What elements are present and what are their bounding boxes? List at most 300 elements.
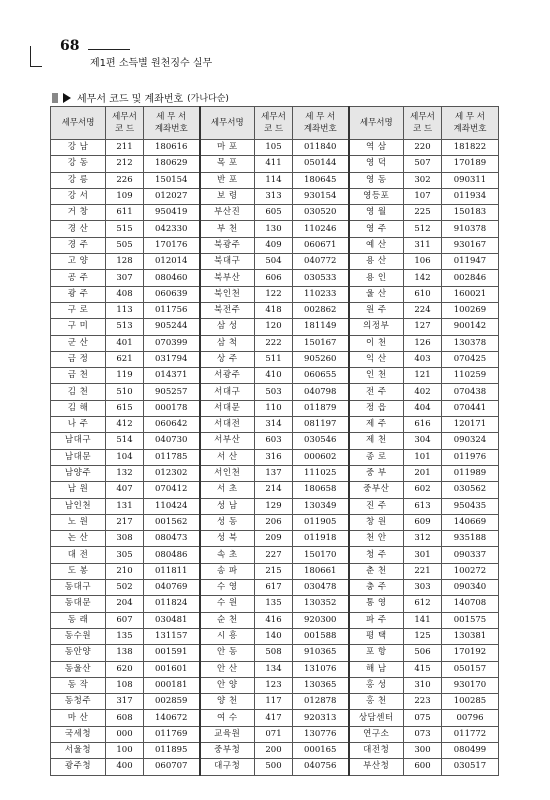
office-name-cell: 여 수 bbox=[200, 710, 255, 726]
account-number-cell: 000165 bbox=[293, 742, 349, 758]
office-code-cell: 502 bbox=[106, 580, 144, 596]
office-name-cell: 원 주 bbox=[349, 302, 404, 318]
office-code-cell: 305 bbox=[106, 547, 144, 563]
account-number-cell: 090340 bbox=[442, 580, 499, 596]
office-name-cell: 춘 천 bbox=[349, 563, 404, 579]
office-name-cell: 김 해 bbox=[51, 400, 106, 416]
office-code-cell: 316 bbox=[255, 449, 293, 465]
office-name-cell: 충 주 bbox=[349, 580, 404, 596]
office-code-cell: 123 bbox=[255, 677, 293, 693]
office-name-cell: 마 산 bbox=[51, 710, 106, 726]
office-code-cell: 214 bbox=[255, 482, 293, 498]
office-code-cell: 508 bbox=[255, 645, 293, 661]
office-code-cell: 140 bbox=[255, 628, 293, 644]
office-code-cell: 317 bbox=[106, 694, 144, 710]
office-name-cell: 해 남 bbox=[349, 661, 404, 677]
office-code-cell: 603 bbox=[255, 433, 293, 449]
office-code-cell: 412 bbox=[106, 417, 144, 433]
office-code-cell: 417 bbox=[255, 710, 293, 726]
account-number-cell: 050157 bbox=[442, 661, 499, 677]
office-name-cell: 강 릉 bbox=[51, 172, 106, 188]
account-number-cell: 170192 bbox=[442, 645, 499, 661]
account-number-cell: 050144 bbox=[293, 156, 349, 172]
account-number-cell: 011769 bbox=[144, 726, 200, 742]
account-number-cell: 060655 bbox=[293, 368, 349, 384]
account-number-cell: 011976 bbox=[442, 449, 499, 465]
office-code-cell: 106 bbox=[404, 254, 442, 270]
table-row bbox=[51, 384, 499, 400]
office-code-cell: 109 bbox=[106, 188, 144, 204]
table-body bbox=[51, 140, 499, 776]
office-name-cell: 북대구 bbox=[200, 254, 255, 270]
account-number-cell: 011934 bbox=[442, 188, 499, 204]
office-name-cell: 동대문 bbox=[51, 596, 106, 612]
account-number-cell: 011824 bbox=[144, 596, 200, 612]
office-code-cell: 223 bbox=[404, 694, 442, 710]
office-name-cell: 익 산 bbox=[349, 351, 404, 367]
office-name-cell: 성 남 bbox=[200, 498, 255, 514]
account-number-cell: 180629 bbox=[144, 156, 200, 172]
office-code-cell: 409 bbox=[255, 237, 293, 253]
office-name-cell: 안 양 bbox=[200, 677, 255, 693]
page-number: 68 bbox=[60, 38, 80, 54]
office-name-cell: 고 양 bbox=[51, 254, 106, 270]
office-code-cell: 209 bbox=[255, 531, 293, 547]
office-name-cell: 중부산 bbox=[349, 482, 404, 498]
column-header: 세무서명 bbox=[349, 107, 404, 140]
office-name-cell: 삼 척 bbox=[200, 335, 255, 351]
table-row bbox=[51, 514, 499, 530]
account-number-cell: 030517 bbox=[442, 759, 499, 775]
office-name-cell: 광 주 bbox=[51, 286, 106, 302]
account-number-cell: 910365 bbox=[293, 645, 349, 661]
account-number-cell: 042330 bbox=[144, 221, 200, 237]
office-code-cell: 410 bbox=[255, 368, 293, 384]
column-header: 세 무 서 계좌번호 bbox=[293, 107, 349, 140]
office-name-cell: 남인천 bbox=[51, 498, 106, 514]
office-code-cell: 613 bbox=[404, 498, 442, 514]
office-name-cell: 서대전 bbox=[200, 417, 255, 433]
office-code-cell: 606 bbox=[255, 270, 293, 286]
office-name-cell: 홍 성 bbox=[349, 677, 404, 693]
account-number-cell: 070399 bbox=[144, 335, 200, 351]
account-number-cell: 030562 bbox=[442, 482, 499, 498]
office-name-cell: 동수원 bbox=[51, 628, 106, 644]
account-number-cell: 080473 bbox=[144, 531, 200, 547]
office-name-cell: 북인천 bbox=[200, 286, 255, 302]
section-heading bbox=[52, 90, 229, 105]
account-number-cell: 040798 bbox=[293, 384, 349, 400]
account-number-cell: 150170 bbox=[293, 547, 349, 563]
office-name-cell: 강 서 bbox=[51, 188, 106, 204]
office-code-cell: 121 bbox=[404, 368, 442, 384]
office-name-cell: 상 주 bbox=[200, 351, 255, 367]
office-code-cell: 134 bbox=[255, 661, 293, 677]
office-name-cell: 김 천 bbox=[51, 384, 106, 400]
office-code-cell: 127 bbox=[404, 319, 442, 335]
table-row bbox=[51, 156, 499, 172]
office-name-cell: 부 천 bbox=[200, 221, 255, 237]
office-code-cell: 119 bbox=[106, 368, 144, 384]
column-header: 세무서 코 드 bbox=[106, 107, 144, 140]
office-code-cell: 071 bbox=[255, 726, 293, 742]
account-number-cell: 012302 bbox=[144, 465, 200, 481]
table-row bbox=[51, 449, 499, 465]
office-name-cell: 서광주 bbox=[200, 368, 255, 384]
office-name-cell: 수 영 bbox=[200, 580, 255, 596]
office-code-cell: 513 bbox=[106, 319, 144, 335]
office-code-cell: 411 bbox=[255, 156, 293, 172]
office-code-cell: 131 bbox=[106, 498, 144, 514]
office-code-cell: 602 bbox=[404, 482, 442, 498]
office-name-cell: 파 주 bbox=[349, 612, 404, 628]
office-code-cell: 615 bbox=[106, 400, 144, 416]
header-rule bbox=[88, 49, 130, 50]
office-code-cell: 201 bbox=[404, 465, 442, 481]
account-number-cell: 011918 bbox=[293, 531, 349, 547]
account-number-cell: 000178 bbox=[144, 400, 200, 416]
office-code-cell: 403 bbox=[404, 351, 442, 367]
office-code-cell: 204 bbox=[106, 596, 144, 612]
office-name-cell: 삼 성 bbox=[200, 319, 255, 335]
account-number-cell: 014371 bbox=[144, 368, 200, 384]
office-name-cell: 성 동 bbox=[200, 514, 255, 530]
table-row bbox=[51, 580, 499, 596]
table-row bbox=[51, 531, 499, 547]
table-row bbox=[51, 140, 499, 156]
account-number-cell: 030481 bbox=[144, 612, 200, 628]
office-name-cell: 북부산 bbox=[200, 270, 255, 286]
office-code-cell: 303 bbox=[404, 580, 442, 596]
office-name-cell: 속 초 bbox=[200, 547, 255, 563]
account-number-cell: 150183 bbox=[442, 205, 499, 221]
office-name-cell: 연구소 bbox=[349, 726, 404, 742]
office-code-cell: 600 bbox=[404, 759, 442, 775]
account-number-cell: 060707 bbox=[144, 759, 200, 775]
office-name-cell: 부산진 bbox=[200, 205, 255, 221]
office-name-cell: 반 포 bbox=[200, 172, 255, 188]
account-number-cell: 130349 bbox=[293, 498, 349, 514]
office-name-cell: 강 남 bbox=[51, 140, 106, 156]
header-bracket-vertical bbox=[30, 46, 31, 66]
office-name-cell: 포 항 bbox=[349, 645, 404, 661]
office-name-cell: 울 산 bbox=[349, 286, 404, 302]
office-code-cell: 212 bbox=[106, 156, 144, 172]
office-name-cell: 진 주 bbox=[349, 498, 404, 514]
table-row bbox=[51, 742, 499, 758]
account-number-cell: 140708 bbox=[442, 596, 499, 612]
office-name-cell: 서인천 bbox=[200, 465, 255, 481]
office-code-cell: 616 bbox=[404, 417, 442, 433]
table-row bbox=[51, 286, 499, 302]
office-name-cell: 종 로 bbox=[349, 449, 404, 465]
column-header: 세 무 서 계좌번호 bbox=[442, 107, 499, 140]
office-code-cell: 125 bbox=[404, 628, 442, 644]
column-header: 세무서 코 드 bbox=[255, 107, 293, 140]
office-name-cell: 국세청 bbox=[51, 726, 106, 742]
office-code-cell: 117 bbox=[255, 694, 293, 710]
account-number-cell: 040730 bbox=[144, 433, 200, 449]
office-name-cell: 경 산 bbox=[51, 221, 106, 237]
office-code-cell: 120 bbox=[255, 319, 293, 335]
office-name-cell: 의정부 bbox=[349, 319, 404, 335]
account-number-cell: 130365 bbox=[293, 677, 349, 693]
office-name-cell: 송 파 bbox=[200, 563, 255, 579]
table-row bbox=[51, 677, 499, 693]
office-name-cell: 교육원 bbox=[200, 726, 255, 742]
office-code-cell: 105 bbox=[255, 140, 293, 156]
account-number-cell: 011895 bbox=[144, 742, 200, 758]
account-number-cell: 060642 bbox=[144, 417, 200, 433]
account-number-cell: 011772 bbox=[442, 726, 499, 742]
office-name-cell: 홍 천 bbox=[349, 694, 404, 710]
table-row bbox=[51, 417, 499, 433]
office-name-cell: 영 월 bbox=[349, 205, 404, 221]
office-name-cell: 구 로 bbox=[51, 302, 106, 318]
office-name-cell: 대 전 bbox=[51, 547, 106, 563]
office-code-cell: 416 bbox=[255, 612, 293, 628]
table-row bbox=[51, 563, 499, 579]
office-code-cell: 227 bbox=[255, 547, 293, 563]
table-row bbox=[51, 400, 499, 416]
header-bracket-horizontal bbox=[30, 66, 42, 67]
account-number-cell: 090324 bbox=[442, 433, 499, 449]
table-row bbox=[51, 628, 499, 644]
office-code-cell: 607 bbox=[106, 612, 144, 628]
account-number-cell: 181822 bbox=[442, 140, 499, 156]
account-number-cell: 060671 bbox=[293, 237, 349, 253]
office-name-cell: 상담센터 bbox=[349, 710, 404, 726]
account-number-cell: 170189 bbox=[442, 156, 499, 172]
account-number-cell: 920313 bbox=[293, 710, 349, 726]
account-number-cell: 130352 bbox=[293, 596, 349, 612]
office-code-cell: 130 bbox=[255, 221, 293, 237]
office-code-cell: 226 bbox=[106, 172, 144, 188]
office-name-cell: 시 흥 bbox=[200, 628, 255, 644]
account-number-cell: 950419 bbox=[144, 205, 200, 221]
account-number-cell: 002846 bbox=[442, 270, 499, 286]
office-code-cell: 507 bbox=[404, 156, 442, 172]
office-name-cell: 도 봉 bbox=[51, 563, 106, 579]
table-row bbox=[51, 596, 499, 612]
office-code-cell: 104 bbox=[106, 449, 144, 465]
office-name-cell: 구 미 bbox=[51, 319, 106, 335]
office-name-cell: 논 산 bbox=[51, 531, 106, 547]
table-row bbox=[51, 612, 499, 628]
account-number-cell: 001575 bbox=[442, 612, 499, 628]
office-code-cell: 301 bbox=[404, 547, 442, 563]
account-number-cell: 910378 bbox=[442, 221, 499, 237]
account-number-cell: 110246 bbox=[293, 221, 349, 237]
table-header-row bbox=[51, 107, 499, 140]
account-number-cell: 001591 bbox=[144, 645, 200, 661]
office-code-cell: 129 bbox=[255, 498, 293, 514]
office-code-cell: 132 bbox=[106, 465, 144, 481]
tax-office-code-table bbox=[50, 106, 499, 776]
office-code-cell: 200 bbox=[255, 742, 293, 758]
office-code-cell: 612 bbox=[404, 596, 442, 612]
office-name-cell: 청 주 bbox=[349, 547, 404, 563]
account-number-cell: 950435 bbox=[442, 498, 499, 514]
office-code-cell: 300 bbox=[404, 742, 442, 758]
account-number-cell: 131076 bbox=[293, 661, 349, 677]
table-row bbox=[51, 302, 499, 318]
office-code-cell: 515 bbox=[106, 221, 144, 237]
account-number-cell: 012878 bbox=[293, 694, 349, 710]
account-number-cell: 030533 bbox=[293, 270, 349, 286]
account-number-cell: 081197 bbox=[293, 417, 349, 433]
table-row bbox=[51, 172, 499, 188]
office-code-cell: 073 bbox=[404, 726, 442, 742]
office-name-cell: 노 원 bbox=[51, 514, 106, 530]
office-name-cell: 영 덕 bbox=[349, 156, 404, 172]
office-code-cell: 308 bbox=[106, 531, 144, 547]
office-code-cell: 107 bbox=[404, 188, 442, 204]
account-number-cell: 070438 bbox=[442, 384, 499, 400]
section-title-text: 세무서 코드 및 계좌번호 bbox=[77, 94, 184, 105]
office-name-cell: 안 산 bbox=[200, 661, 255, 677]
column-header: 세무서명 bbox=[51, 107, 106, 140]
office-code-cell: 225 bbox=[404, 205, 442, 221]
office-code-cell: 503 bbox=[255, 384, 293, 400]
office-name-cell: 북전주 bbox=[200, 302, 255, 318]
office-code-cell: 108 bbox=[106, 677, 144, 693]
column-header: 세무서 코 드 bbox=[404, 107, 442, 140]
office-name-cell: 대구청 bbox=[200, 759, 255, 775]
office-code-cell: 101 bbox=[404, 449, 442, 465]
column-header: 세 무 서 계좌번호 bbox=[144, 107, 200, 140]
account-number-cell: 110233 bbox=[293, 286, 349, 302]
table-row bbox=[51, 319, 499, 335]
account-number-cell: 130776 bbox=[293, 726, 349, 742]
office-name-cell: 동대구 bbox=[51, 580, 106, 596]
office-code-cell: 510 bbox=[106, 384, 144, 400]
table-row bbox=[51, 221, 499, 237]
office-code-cell: 211 bbox=[106, 140, 144, 156]
office-name-cell: 금 정 bbox=[51, 351, 106, 367]
account-number-cell: 000181 bbox=[144, 677, 200, 693]
account-number-cell: 060639 bbox=[144, 286, 200, 302]
account-number-cell: 070412 bbox=[144, 482, 200, 498]
office-code-cell: 313 bbox=[255, 188, 293, 204]
office-name-cell: 공 주 bbox=[51, 270, 106, 286]
account-number-cell: 012027 bbox=[144, 188, 200, 204]
office-code-cell: 110 bbox=[255, 400, 293, 416]
account-number-cell: 150167 bbox=[293, 335, 349, 351]
account-number-cell: 070425 bbox=[442, 351, 499, 367]
account-number-cell: 090311 bbox=[442, 172, 499, 188]
account-number-cell: 100269 bbox=[442, 302, 499, 318]
account-number-cell: 001601 bbox=[144, 661, 200, 677]
account-number-cell: 001562 bbox=[144, 514, 200, 530]
office-name-cell: 예 산 bbox=[349, 237, 404, 253]
office-name-cell: 중부청 bbox=[200, 742, 255, 758]
office-code-cell: 128 bbox=[106, 254, 144, 270]
column-header: 세무서명 bbox=[200, 107, 255, 140]
office-name-cell: 서울청 bbox=[51, 742, 106, 758]
account-number-cell: 180645 bbox=[293, 172, 349, 188]
account-number-cell: 030478 bbox=[293, 580, 349, 596]
table-row bbox=[51, 694, 499, 710]
office-name-cell: 남양주 bbox=[51, 465, 106, 481]
account-number-cell: 080460 bbox=[144, 270, 200, 286]
office-name-cell: 용 인 bbox=[349, 270, 404, 286]
office-code-cell: 400 bbox=[106, 759, 144, 775]
account-number-cell: 170176 bbox=[144, 237, 200, 253]
office-name-cell: 서대구 bbox=[200, 384, 255, 400]
office-code-cell: 075 bbox=[404, 710, 442, 726]
account-number-cell: 140669 bbox=[442, 514, 499, 530]
office-name-cell: 영 주 bbox=[349, 221, 404, 237]
table-row bbox=[51, 547, 499, 563]
account-number-cell: 160021 bbox=[442, 286, 499, 302]
office-name-cell: 부산청 bbox=[349, 759, 404, 775]
account-number-cell: 180661 bbox=[293, 563, 349, 579]
table-row bbox=[51, 465, 499, 481]
office-code-cell: 138 bbox=[106, 645, 144, 661]
office-name-cell: 동울산 bbox=[51, 661, 106, 677]
office-name-cell: 성 북 bbox=[200, 531, 255, 547]
office-code-cell: 401 bbox=[106, 335, 144, 351]
account-number-cell: 131157 bbox=[144, 628, 200, 644]
office-code-cell: 217 bbox=[106, 514, 144, 530]
office-name-cell: 보 령 bbox=[200, 188, 255, 204]
account-number-cell: 130381 bbox=[442, 628, 499, 644]
account-number-cell: 070441 bbox=[442, 400, 499, 416]
office-name-cell: 동안양 bbox=[51, 645, 106, 661]
account-number-cell: 150154 bbox=[144, 172, 200, 188]
account-number-cell: 011905 bbox=[293, 514, 349, 530]
account-number-cell: 012014 bbox=[144, 254, 200, 270]
office-name-cell: 남대구 bbox=[51, 433, 106, 449]
office-name-cell: 군 산 bbox=[51, 335, 106, 351]
bar-icon bbox=[52, 93, 58, 103]
account-number-cell: 920300 bbox=[293, 612, 349, 628]
account-number-cell: 100272 bbox=[442, 563, 499, 579]
office-name-cell: 중 부 bbox=[349, 465, 404, 481]
office-code-cell: 617 bbox=[255, 580, 293, 596]
office-code-cell: 307 bbox=[106, 270, 144, 286]
table-row bbox=[51, 335, 499, 351]
account-number-cell: 930154 bbox=[293, 188, 349, 204]
table-row bbox=[51, 726, 499, 742]
office-code-cell: 311 bbox=[404, 237, 442, 253]
office-code-cell: 415 bbox=[404, 661, 442, 677]
table-row bbox=[51, 433, 499, 449]
office-name-cell: 서대문 bbox=[200, 400, 255, 416]
account-number-cell: 120171 bbox=[442, 417, 499, 433]
office-code-cell: 402 bbox=[404, 384, 442, 400]
account-number-cell: 110424 bbox=[144, 498, 200, 514]
account-number-cell: 040772 bbox=[293, 254, 349, 270]
office-code-cell: 135 bbox=[255, 596, 293, 612]
office-code-cell: 500 bbox=[255, 759, 293, 775]
office-name-cell: 용 산 bbox=[349, 254, 404, 270]
account-number-cell: 180658 bbox=[293, 482, 349, 498]
office-code-cell: 000 bbox=[106, 726, 144, 742]
table-row bbox=[51, 759, 499, 775]
office-name-cell: 마 포 bbox=[200, 140, 255, 156]
office-code-cell: 609 bbox=[404, 514, 442, 530]
chapter-title: 제1편 소득별 원천징수 실무 bbox=[90, 58, 213, 69]
account-number-cell: 030546 bbox=[293, 433, 349, 449]
table-row bbox=[51, 482, 499, 498]
account-number-cell: 00796 bbox=[442, 710, 499, 726]
office-name-cell: 거 창 bbox=[51, 205, 106, 221]
office-code-cell: 221 bbox=[404, 563, 442, 579]
office-code-cell: 137 bbox=[255, 465, 293, 481]
office-code-cell: 512 bbox=[404, 221, 442, 237]
